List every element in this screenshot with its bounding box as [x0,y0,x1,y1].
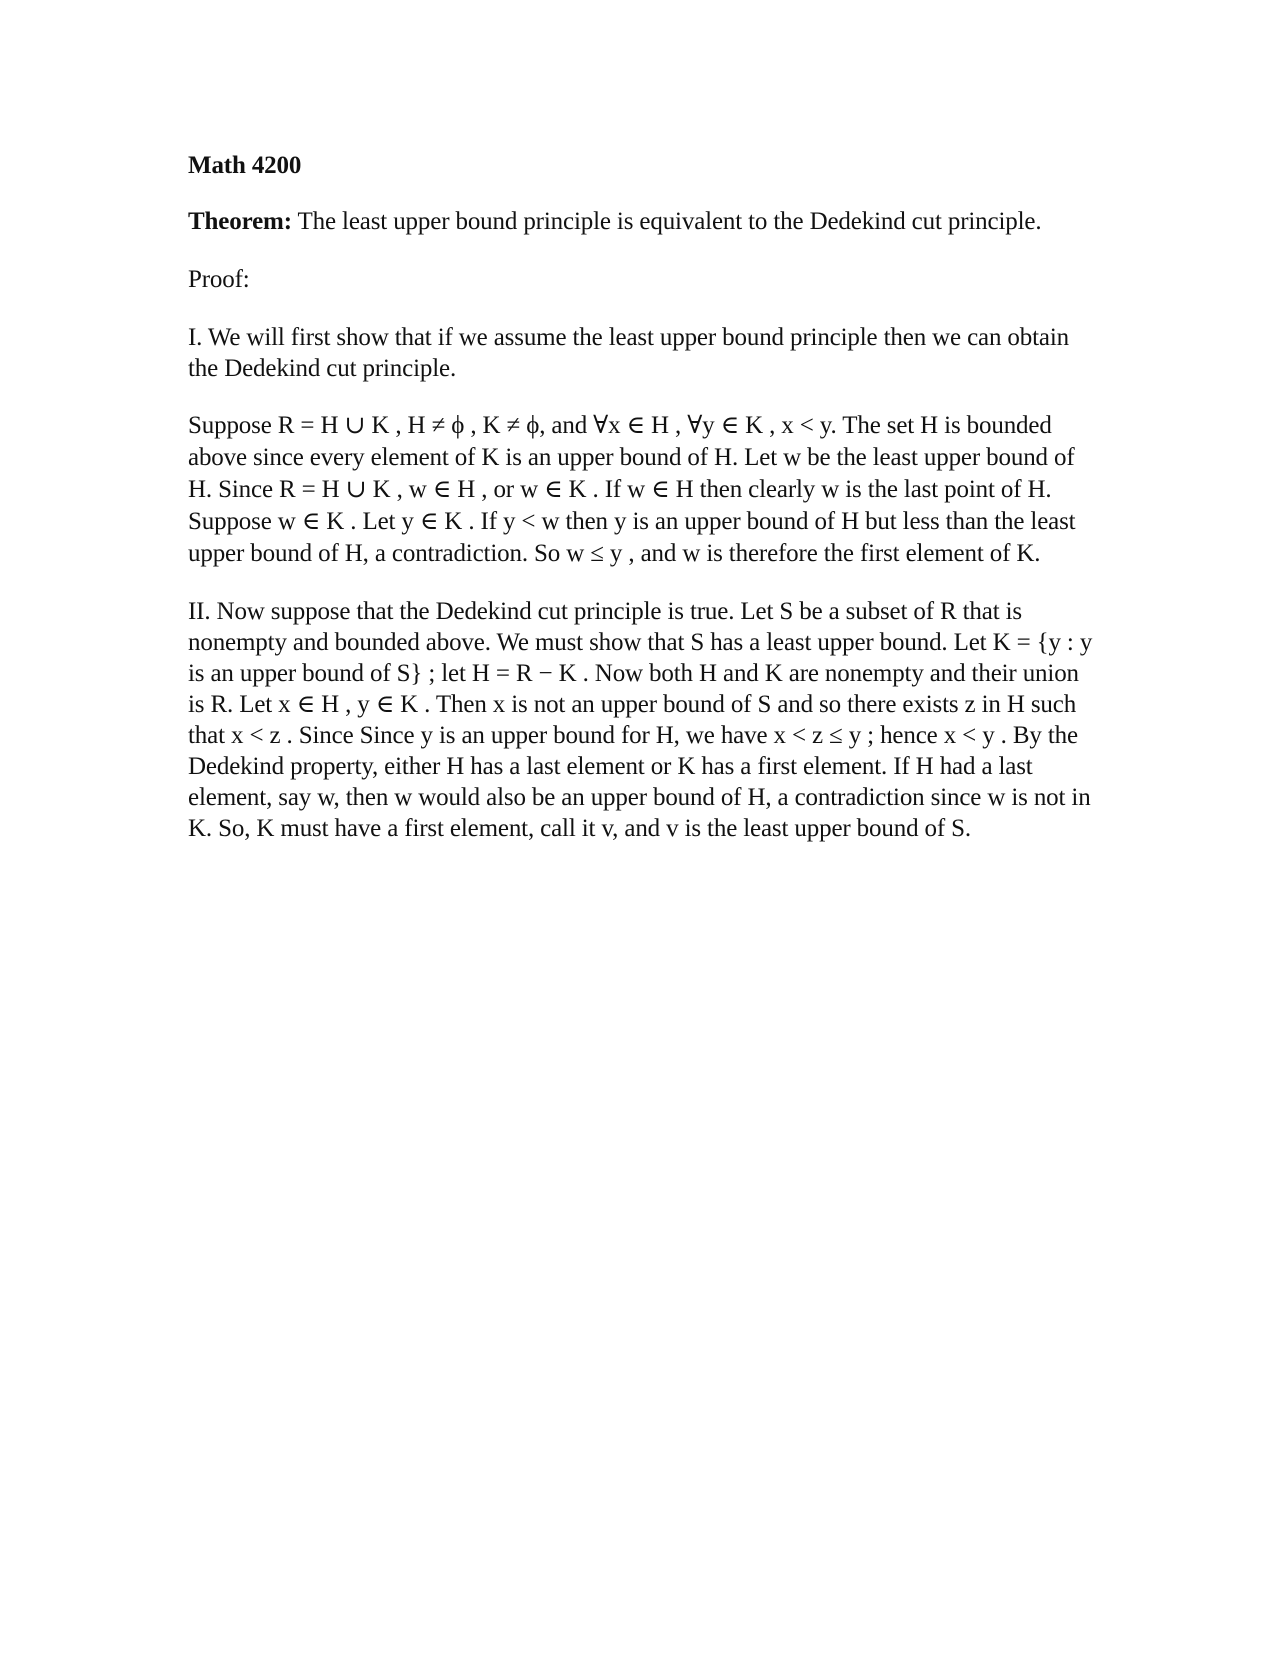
proof-label: Proof: [188,266,250,293]
theorem-text: The least upper bound principle is equivalent to the Dedekind cut principle. [291,208,1042,235]
document-content [188,150,1093,844]
part-one-proof: Suppose R = H ∪ K , H ≠ ϕ , K ≠ ϕ, and ∀x ∈ H , ∀y ∈ K , x < y. The set H is bounded above since every element of K is an upper bound of H. Let w be the least upper bound of H. Since R = H ∪ K , w ∈ H , or w ∈ K . If w ∈ H then clearly w is the last point of H. Suppose w ∈ K . Let y ∈ K . If y < w then y is an upper bound of H but less than the least upper bound of H, a contradiction. So w ≤ y , and w is therefore the first element of K. [188,412,1076,567]
theorem-label: Theorem: [188,208,292,235]
part-one-introduction: I. We will first show that if we assume the least upper bound principle then we can obtain the Dedekind cut principle. [188,324,1070,382]
course-heading: Math 4200 [188,152,302,179]
part-two-proof: II. Now suppose that the Dedekind cut principle is true. Let S be a subset of R that is nonempty and bounded above. We must show that S has a least upper bound. Let K = {y : y is an upper bound of S} ; let H = R − K . Now both H and K are nonempty and their union is R. Let x ∈ H , y ∈ K . Then x is not an upper bound of S and so there exists z in H such that x < z . Since Since y is an upper bound for H, we have x < z ≤ y ; hence x < y . By the Dedekind property, either H has a last element or K has a first element. If H had a last element, say w, then w would also be an upper bound of H, a contradiction since w is not in K. So, K must have a first element, call it v, and v is the least upper bound of S. [188,598,1093,842]
theorem-statement [188,206,1093,237]
